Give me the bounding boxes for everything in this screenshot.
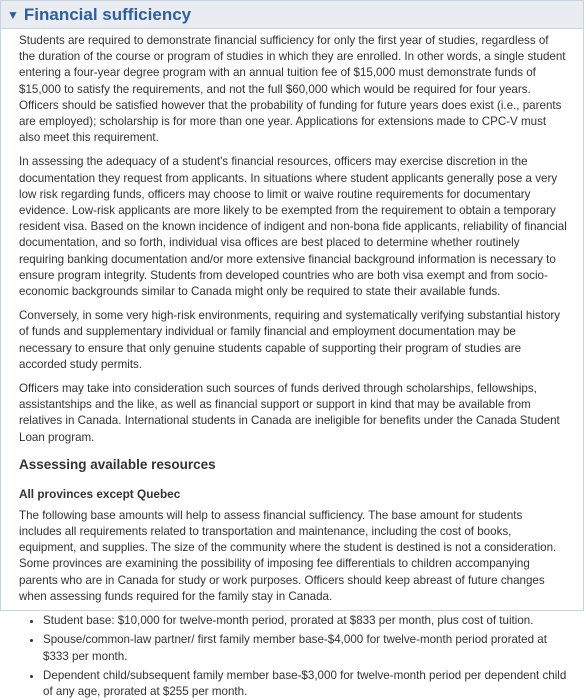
section-title: Financial sufficiency <box>23 5 192 24</box>
collapse-triangle-icon[interactable]: ▼ <box>7 7 19 22</box>
list-item: • Student base: $10,000 for twelve-month period, prorated at $833 per month, plus cost of tuition. <box>43 613 567 629</box>
subsection-subheading: All provinces except Quebec <box>19 486 181 501</box>
list-item: • Dependent child/subsequent family member base-$3,000 for twelve-month period per dependent child of any age, prorated at $255 per month. <box>43 668 567 700</box>
paragraph-first-year-funds: Students are required to demonstrate financial sufficiency for only the first year of studies, regardless of the duration of the course or program of studies in which they are enrolled. In other words, a single student entering a four-year degree program with an annual tuition fee of $15,000 must demonstrate funds of $15,000 to satisfy the requirements, and not the full $60,000 which would be required for four years. Officers should be satisfied however that the probability of funding for future years does exist (i.e., parents are employed); scholarship is for more than one year. Applications for extensions made to CPC-V must also meet this requirement. <box>19 34 566 145</box>
subsection-heading: Assessing available resources <box>19 456 216 472</box>
base-amounts-intro: The following base amounts will help to assess financial sufficiency. The base amount for students includes all requirements related to transportation and maintenance, including the cost of books, equipment, and supplies. The size of the community where the student is destined is not a consideration. Some provinces are examining the possibility of imposing fee differentials to children accompanying parents who are in Canada for study or work purposes. Officers should keep abreast of future changes when assessing funds required for the family stay in Canada. <box>19 508 557 603</box>
paragraph-high-risk: Conversely, in some very high-risk environments, requiring and systematically verifying substantial history of funds and supplementary individual or family financial and employment documentation may be necessary to ensure that only genuine students capable of supporting their program of studies are accorded study permits. <box>19 309 561 371</box>
section-content <box>1 29 583 700</box>
section-header[interactable] <box>1 1 583 29</box>
base-amounts-list <box>19 613 567 700</box>
paragraph-sources-of-funds: Officers may take into consideration such sources of funds derived through scholarships, fellowships, assistantships and the like, as well as financial support or support in kind that may be available from relatives in Canada. International students in Canada are ineligible for benefits under the Canada Student Loan program. <box>19 382 560 444</box>
list-item: • Spouse/common-law partner/ first family member base-$4,000 for twelve-month period prorated at $333 per month. <box>43 632 567 664</box>
paragraph-officer-discretion: In assessing the adequacy of a student's financial resources, officers may exercise discretion in the documentation they request from applicants. In situations where student applicants generally pose a very low risk regarding funds, officers may choose to limit or waive routine requirements for documentary evidence. Low-risk applicants are more likely to be exempted from the requirement to obtain a temporary resident visa. Based on the known incidence of indigent and non-bona fide applicants, reliability of financial documentation, and so forth, individual visa offices are best placed to determine whether routinely requiring banking documentation and/or more extensive financial background information is necessary to ensure program integrity. Students from developed countries who are both visa exempt and from socio-economic backgrounds similar to Canada might only be required to state their available funds. <box>19 155 567 299</box>
